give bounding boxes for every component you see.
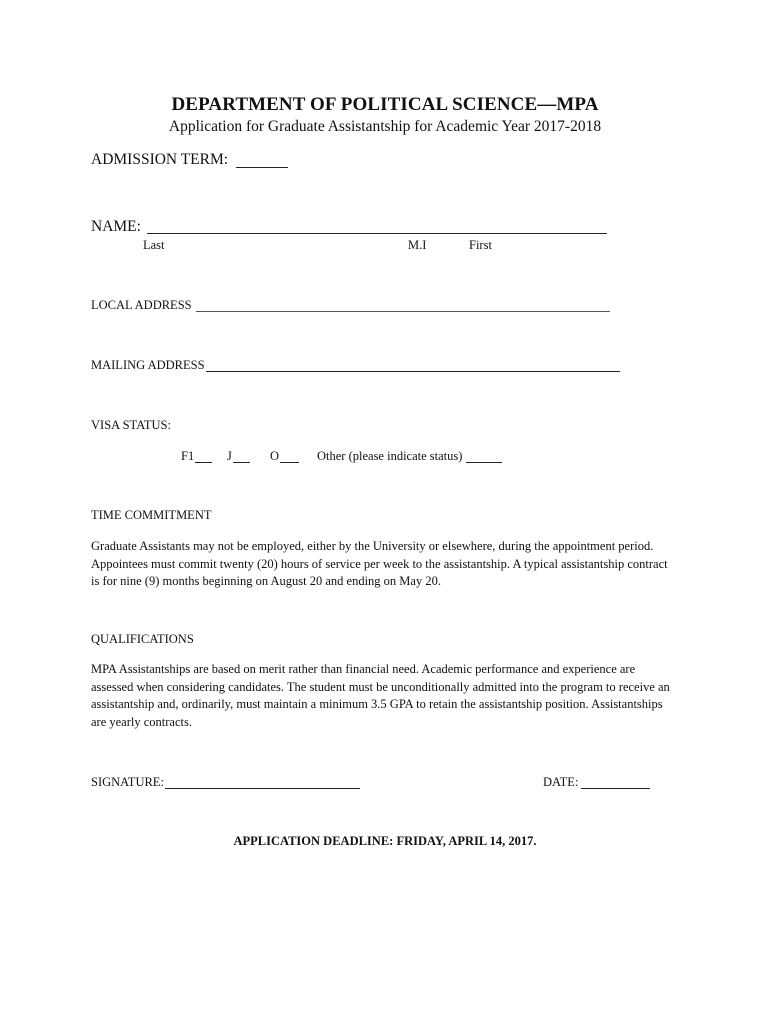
time-commitment-paragraph: [91, 538, 691, 591]
visa-o-blank[interactable]: [280, 462, 299, 463]
visa-option-f1: F1: [181, 449, 195, 463]
qualifications-line: are yearly contracts.: [91, 714, 192, 729]
visa-j-blank[interactable]: [233, 462, 250, 463]
visa-other-blank[interactable]: [466, 462, 502, 463]
local-address-label: LOCAL ADDRESS: [91, 298, 192, 312]
visa-option-j: J: [227, 449, 232, 463]
qualifications-paragraph: [91, 661, 691, 731]
signature-label: SIGNATURE:: [91, 775, 164, 789]
signature-field[interactable]: [165, 788, 360, 789]
time-commitment-line: Graduate Assistants may not be employed, either by the University or elsewhere, during the appointment period.: [91, 539, 654, 553]
local-address-field[interactable]: [196, 311, 610, 312]
qualifications-heading: QUALIFICATIONS: [91, 632, 194, 646]
name-sub-mi: M.I: [408, 238, 427, 252]
time-commitment-line: Appointees must commit twenty (20) hours of service per week to the assistantship. A typical assistantship contract: [91, 556, 668, 571]
name-field[interactable]: [147, 233, 607, 234]
mailing-address-field[interactable]: [206, 371, 620, 372]
mailing-address-label: MAILING ADDRESS: [91, 358, 205, 372]
name-sub-first: First: [469, 238, 492, 252]
form-subtitle: Application for Graduate Assistantship for Academic Year 2017-2018: [168, 118, 602, 135]
admission-term-field[interactable]: [236, 167, 288, 168]
qualifications-line: assessed when considering candidates. The student must be unconditionally admitted into the program to receive an: [91, 679, 670, 694]
visa-option-o: O: [270, 449, 280, 463]
time-commitment-line: is for nine (9) months beginning on August 20 and ending on May 20.: [91, 574, 441, 588]
date-label: DATE:: [543, 775, 579, 789]
name-sub-last: Last: [143, 238, 165, 252]
qualifications-line: assistantship and, ordinarily, must maintain a minimum 3.5 GPA to retain the assistantship position. Assistantships: [91, 697, 663, 711]
visa-option-other: Other (please indicate status): [317, 449, 463, 463]
visa-f1-blank[interactable]: [195, 462, 212, 463]
time-commitment-heading: TIME COMMITMENT: [91, 508, 212, 522]
qualifications-line: MPA Assistantships are based on merit rather than financial need. Academic performance and experience are: [91, 662, 636, 676]
application-deadline: APPLICATION DEADLINE: FRIDAY, APRIL 14, 2017.: [233, 834, 537, 848]
date-field[interactable]: [581, 788, 650, 789]
name-label: NAME:: [91, 218, 141, 235]
admission-term-label: ADMISSION TERM:: [91, 151, 229, 168]
visa-status-label: VISA STATUS:: [91, 418, 171, 432]
form-title: DEPARTMENT OF POLITICAL SCIENCE—MPA: [171, 94, 599, 115]
